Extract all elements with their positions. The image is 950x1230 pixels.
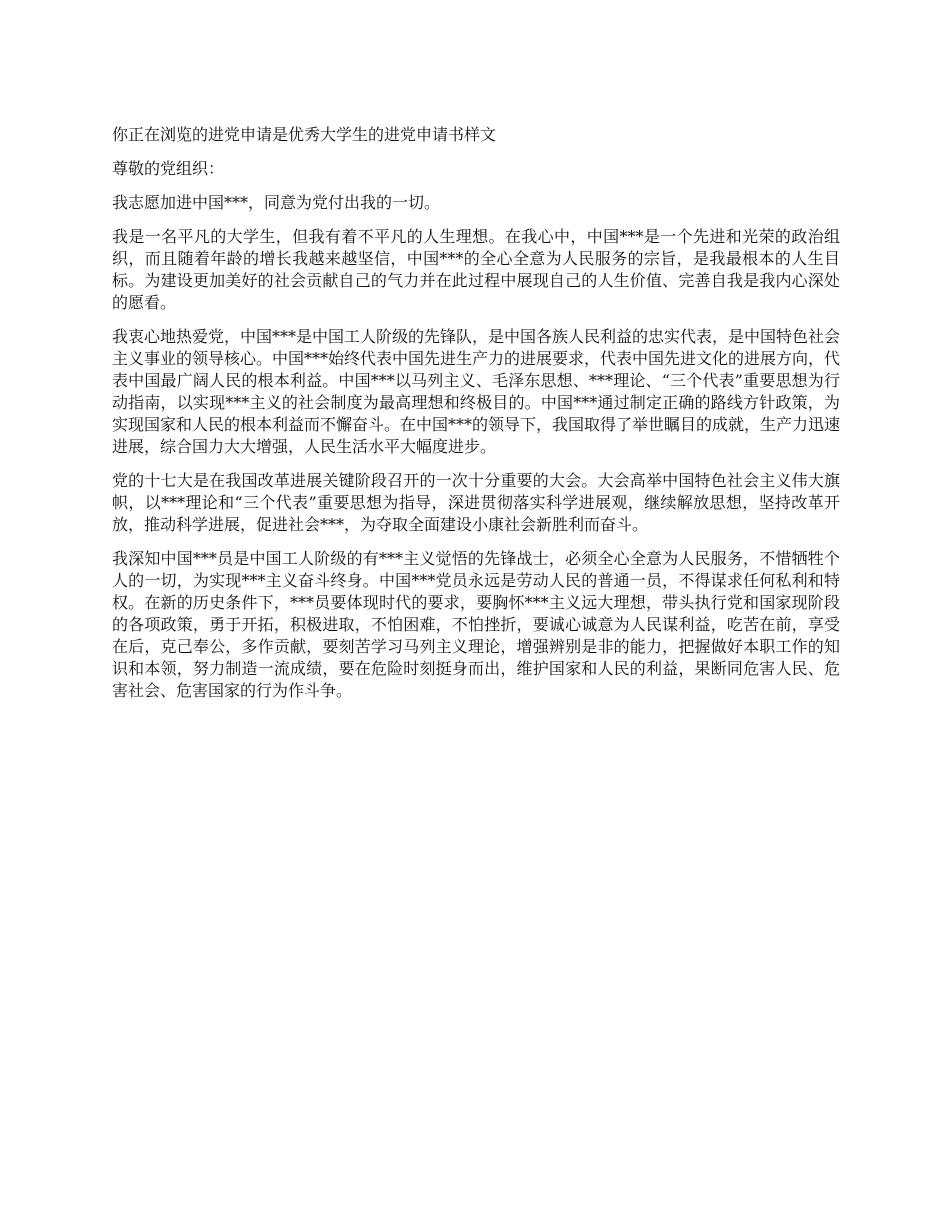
document-body xyxy=(112,124,840,714)
paragraph-1: 我志愿加进中国***，同意为党付出我的一切。 xyxy=(112,193,441,212)
paragraph-4: 党的十七大是在我国改革进展关键阶段召开的一次十分重要的大会。大会高举中国特色社会主义伟大旗帜，以***理论和“三个代表”重要思想为指导，深进贯彻落实科学进展观，继续解放思想，坚持改革开放，推动科学进展，促进社会***，为夺取全面建设小康社会新胜利而奋斗。 xyxy=(112,471,840,534)
paragraph-3: 我衷心地热爱党，中国***是中国工人阶级的先锋队，是中国各族人民利益的忠实代表，是中国特色社会主义事业的领导核心。中国***始终代表中国先进生产力的进展要求，代表中国先进文化的进展方向，代表中国最广阔人民的根本利益。中国***以马列主义、毛泽东思想、***理论、“三个代表”重要思想为行动指南，以实现***主义的社会制度为最高理想和终极目的。中国***通过制定正确的路线方针政策，为实现国家和人民的根本利益而不懈奋斗。在中国***的领导下，我国取得了举世瞩目的成就，生产力迅速进展，综合国力大大增强，人民生活水平大幅度进步。 xyxy=(112,327,841,456)
salutation: 尊敬的党组织： xyxy=(112,159,225,178)
paragraph-2: 我是一名平凡的大学生，但我有着不平凡的人生理想。在我心中，中国***是一个先进和光荣的政治组织，而且随着年龄的增长我越来越坚信，中国***的全心全意为人民服务的宗旨，是我最根本的人生目标。为建设更加美好的社会贡献自己的气力并在此过程中展现自己的人生价值、完善自我是我内心深处的愿看。 xyxy=(112,227,840,312)
document-title: 你正在浏览的进党申请是优秀大学生的进党申请书样文 xyxy=(112,125,497,144)
paragraph-5: 我深知中国***员是中国工人阶级的有***主义觉悟的先锋战士，必须全心全意为人民服务，不惜牺牲个人的一切，为实现***主义奋斗终身。中国***党员永远是劳动人民的普通一员，不得谋求任何私利和特权。在新的历史条件下，***员要体现时代的要求，要胸怀***主义远大理想，带头执行党和国家现阶段的各项政策，勇于开拓，积极进取，不怕困难，不怕挫折，要诚心诚意为人民谋利益，吃苦在前，享受在后，克己奉公，多作贡献，要刻苦学习马列主义理论，增强辨别是非的能力，把握做好本职工作的知识和本领，努力制造一流成绩，要在危险时刻挺身而出，维护国家和人民的利益，果断同危害人民、危害社会、危害国家的行为作斗争。 xyxy=(112,549,840,700)
